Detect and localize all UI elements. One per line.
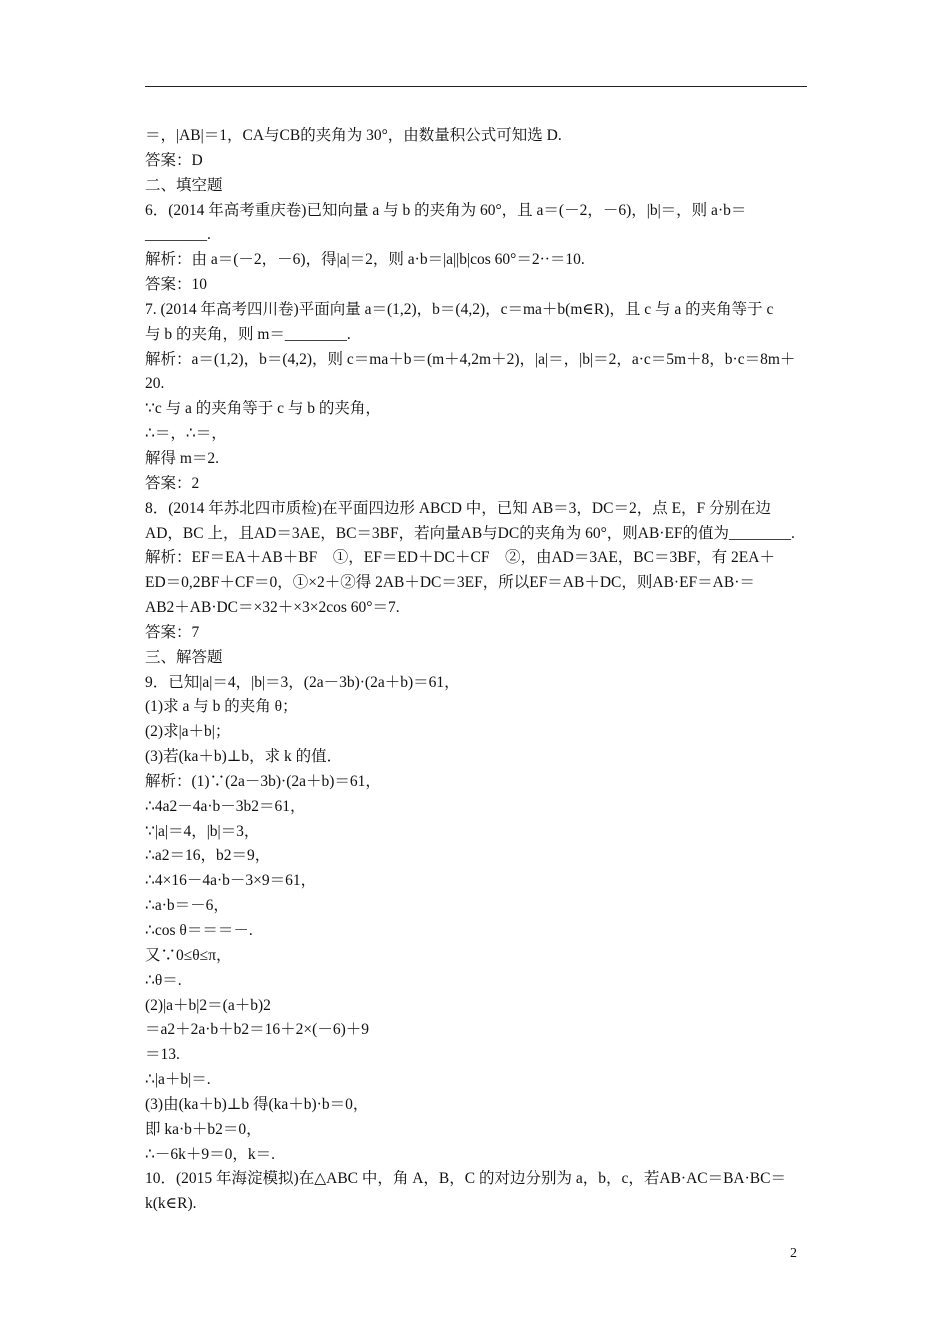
text-line: ∴θ＝.	[145, 971, 182, 989]
text-line: (3)由(ka＋b)⊥b 得(ka＋b)·b＝0，	[145, 1095, 369, 1113]
section-heading: 三、解答题	[145, 648, 223, 666]
text-line: ∴＝，∴＝，	[145, 425, 227, 443]
text-line: 解析：a＝(1,2)，b＝(4,2)，则 c＝ma＋b＝(m＋4,2m＋2)，|a|＝，|b|＝2，a·c＝5m＋8，b·c＝8m＋	[145, 350, 796, 368]
text-line: ED＝0,2BF＋CF＝0，①×2＋②得 2AB＋DC＝3EF，所以EF＝AB＋DC，则AB·EF＝AB·＝	[145, 574, 755, 592]
text-line: (1)求 a 与 b 的夹角 θ；	[145, 698, 298, 716]
text-line: ∴－6k＋9＝0，k＝.	[145, 1145, 275, 1163]
text-line: 又∵0≤θ≤π，	[145, 946, 232, 964]
text-line: ∵c 与 a 的夹角等于 c 与 b 的夹角，	[145, 400, 381, 418]
text-line: ∵|a|＝4，|b|＝3，	[145, 822, 260, 840]
text-line: 解析：(1)∵(2a－3b)·(2a＋b)＝61，	[145, 772, 381, 790]
text-line: 解析：EF＝EA＋AB＋BF ①，EF＝ED＋DC＋CF ②，由AD＝3AE，BC＝3BF，有 2EA＋	[145, 549, 775, 567]
page-content	[145, 124, 813, 1217]
text-line: 答案：7	[145, 623, 200, 641]
text-line: 答案：2	[145, 474, 200, 492]
text-line: 答案：D	[145, 151, 203, 169]
text-line: 解得 m＝2.	[145, 449, 220, 467]
text-line: ∴a·b＝－6，	[145, 897, 229, 915]
text-line: ∴4a2－4a·b－3b2＝61，	[145, 797, 306, 815]
text-line: ＝a2＋2a·b＋b2＝16＋2×(－6)＋9	[145, 1021, 369, 1039]
header-rule	[145, 86, 807, 87]
text-line: AB2＋AB·DC＝×32＋×3×2cos 60°＝7.	[145, 599, 400, 617]
text-line: 20.	[145, 375, 165, 393]
text-line: 解析：由 a＝(－2，－6)，得|a|＝2，则 a·b＝|a||b|cos 60°＝2··＝10.	[145, 251, 585, 269]
text-line: ∴a2＝16，b2＝9，	[145, 847, 271, 865]
text-line: 8．(2014 年苏北四市质检)在平面四边形 ABCD 中，已知 AB＝3，DC＝2，点 E，F 分别在边	[145, 499, 772, 517]
text-line: AD，BC 上，且AD＝3AE，BC＝3BF，若向量AB与DC的夹角为 60°，则AB·EF的值为________.	[145, 524, 795, 542]
text-line: 9．已知|a|＝4，|b|＝3，(2a－3b)·(2a＋b)＝61，	[145, 673, 460, 691]
text-line: ＝13.	[145, 1046, 180, 1064]
text-line: 即 ka·b＋b2＝0，	[145, 1120, 262, 1138]
text-line: (3)若(ka＋b)⊥b，求 k 的值．	[145, 748, 343, 766]
text-line: 10．(2015 年海淀模拟)在△ABC 中，角 A，B，C 的对边分别为 a，b，c，若AB·AC＝BA·BC＝	[145, 1170, 786, 1188]
text-line: ＝，|AB|＝1，CA与CB的夹角为 30°，由数量积公式可知选 D.	[145, 127, 562, 144]
text-line: ________.	[145, 226, 211, 244]
text-line: (2)求|a＋b|；	[145, 723, 231, 741]
section-heading: 二、填空题	[145, 176, 223, 194]
text-line: 答案：10	[145, 276, 208, 294]
text-line: ∴4×16－4a·b－3×9＝61，	[145, 872, 317, 890]
text-line: k(k∈R).	[145, 1195, 197, 1213]
text-line: 7. (2014 年高考四川卷)平面向量 a＝(1,2)，b＝(4,2)，c＝ma＋b(m∈R)，且 c 与 a 的夹角等于 c	[145, 300, 774, 318]
text-line: ∴|a＋b|＝.	[145, 1071, 211, 1089]
page-number: 2	[790, 1246, 797, 1261]
text-line: ∴cos θ＝＝＝－.	[145, 922, 253, 939]
text-line: 与 b 的夹角，则 m＝________.	[145, 325, 351, 343]
text-line: (2)|a＋b|2＝(a＋b)2	[145, 996, 271, 1014]
text-line: 6．(2014 年高考重庆卷)已知向量 a 与 b 的夹角为 60°，且 a＝(－2，－6)，|b|＝，则 a·b＝	[145, 201, 747, 219]
